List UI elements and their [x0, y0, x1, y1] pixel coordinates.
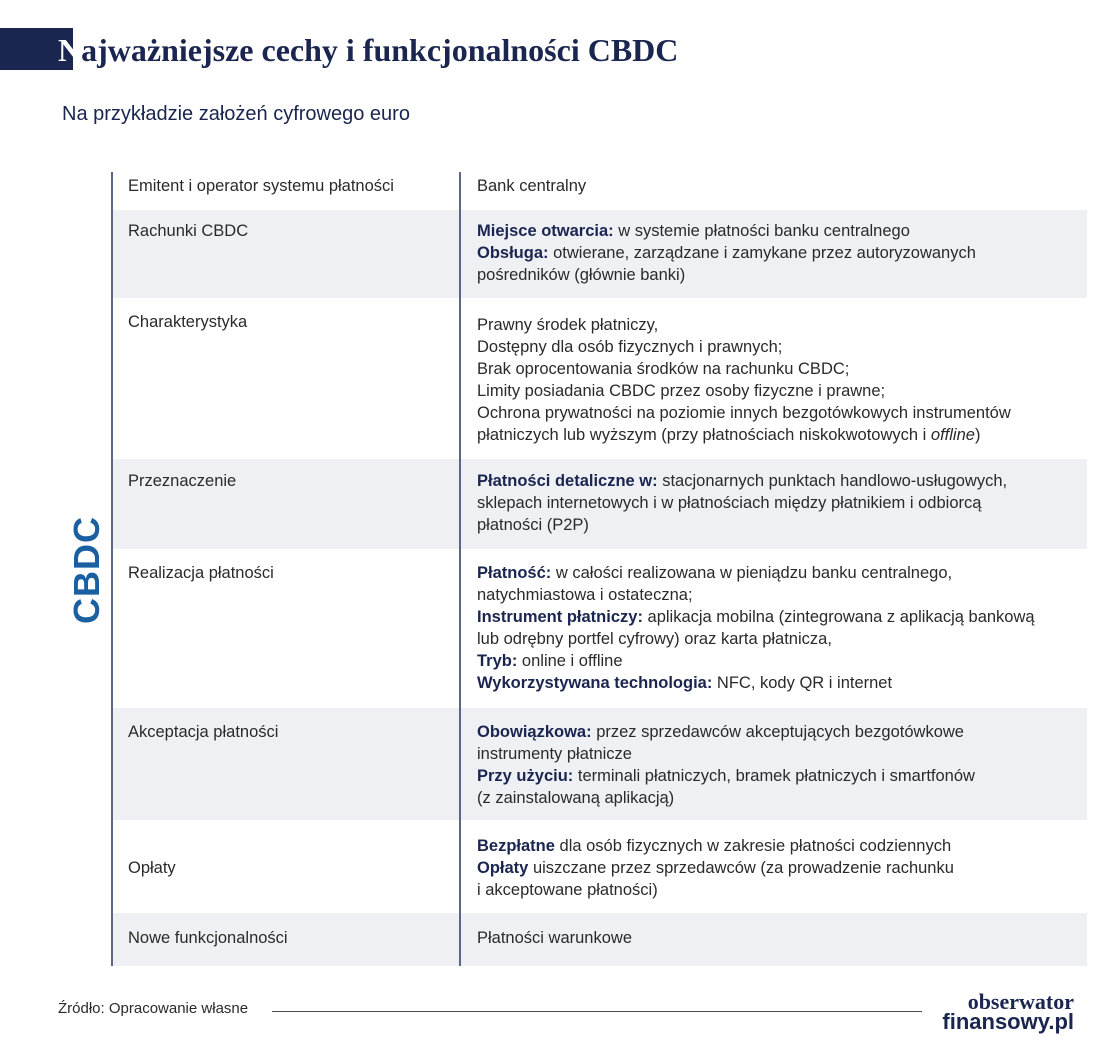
content-line	[477, 264, 1077, 286]
content-label: Obsługa:	[477, 244, 549, 262]
content-line	[477, 514, 1077, 536]
content-line	[477, 628, 1077, 650]
table-column-divider	[459, 172, 461, 966]
content-text: przez sprzedawców akceptujących bezgotówkowe	[591, 723, 964, 741]
content-text: Bank centralny	[477, 177, 587, 195]
content-line	[477, 765, 1077, 787]
table-row	[113, 823, 1087, 910]
content-text: )	[974, 426, 981, 444]
content-text: sklepach internetowych i w płatnościach między płatnikiem i odbiorcą	[477, 494, 982, 512]
row-content	[477, 220, 1077, 286]
content-line	[477, 672, 1077, 694]
content-label: Przy użyciu:	[477, 767, 574, 785]
content-text: Brak oprocentowania środków na rachunku CBDC;	[477, 360, 850, 378]
row-content	[477, 835, 1077, 901]
content-text: online i offline	[517, 652, 623, 670]
content-text: Prawny środek płatniczy,	[477, 316, 659, 334]
row-label: Realizacja płatności	[128, 564, 274, 582]
content-line	[477, 175, 1077, 197]
content-label: Płatność:	[477, 564, 552, 582]
content-text: dla osób fizycznych w zakresie płatności codziennych	[554, 837, 952, 855]
logo-line-2: finansowy.pl	[942, 1009, 1074, 1034]
row-label: Przeznaczenie	[128, 472, 237, 490]
content-line	[477, 879, 1077, 901]
logo-line-1: obserwator	[967, 989, 1074, 1014]
content-label: Opłaty	[477, 859, 529, 877]
row-content	[477, 562, 1077, 694]
row-label: Nowe funkcjonalności	[128, 929, 288, 947]
table-row	[113, 708, 1087, 820]
content-text: natychmiastowa i ostateczna;	[477, 586, 693, 604]
content-text: w systemie płatności banku centralnego	[613, 222, 910, 240]
table-row	[113, 913, 1087, 966]
row-label: Akceptacja płatności	[128, 723, 279, 741]
content-label: Tryb:	[477, 652, 518, 670]
table-row	[113, 210, 1087, 298]
content-text: Dostępny dla osób fizycznych i prawnych;	[477, 338, 783, 356]
content-line	[477, 584, 1077, 606]
content-text: Ochrona prywatności na poziomie innych bezgotówkowych instrumentów	[477, 404, 1011, 422]
content-line	[477, 927, 1077, 949]
content-line	[477, 835, 1077, 857]
table-row	[113, 172, 1087, 207]
source-note: Źródło: Opracowanie własne	[58, 1000, 249, 1017]
content-line	[477, 336, 1077, 358]
content-text: lub odrębny portfel cyfrowy) oraz karta płatnicza,	[477, 630, 832, 648]
content-text: NFC, kody QR i internet	[712, 674, 893, 692]
table-row	[113, 301, 1087, 456]
content-line	[477, 358, 1077, 380]
content-line	[477, 424, 1077, 446]
content-label: Miejsce otwarcia:	[477, 222, 614, 240]
row-label: Rachunki CBDC	[128, 222, 249, 240]
content-text: płatniczych lub wyższym (przy płatnościach niskokwotowych i	[477, 426, 931, 444]
content-text: uiszczane przez sprzedawców (za prowadzenie rachunku	[528, 859, 954, 877]
content-label: Wykorzystywana technologia:	[477, 674, 713, 692]
brand-logo	[934, 989, 1074, 1034]
content-line	[477, 314, 1077, 336]
row-label: Charakterystyka	[128, 313, 248, 331]
content-label: Instrument płatniczy:	[477, 608, 643, 626]
row-content	[477, 721, 1077, 809]
content-label: Obowiązkowa:	[477, 723, 592, 741]
content-line	[477, 606, 1077, 628]
content-line	[477, 220, 1077, 242]
content-text: offline	[930, 426, 975, 444]
content-line	[477, 380, 1077, 402]
side-label-text: CBDC	[66, 516, 107, 624]
content-text: terminali płatniczych, bramek płatniczych i smartfonów	[573, 767, 975, 785]
content-label: Bezpłatne	[477, 837, 555, 855]
content-text: otwierane, zarządzane i zamykane przez autoryzowanych	[548, 244, 976, 262]
table-row	[113, 552, 1087, 705]
content-text: instrumenty płatnicze	[477, 745, 632, 763]
table-left-divider	[111, 172, 113, 966]
content-line	[477, 492, 1077, 514]
row-label: Emitent i operator systemu płatności	[128, 177, 394, 195]
content-line	[477, 857, 1077, 879]
content-line	[477, 650, 1077, 672]
content-text: pośredników (głównie banki)	[477, 266, 686, 284]
content-line	[477, 470, 1077, 492]
row-content	[477, 927, 1077, 949]
row-content	[477, 470, 1077, 536]
content-line	[477, 562, 1077, 584]
content-text: stacjonarnych punktach handlowo-usługowych,	[657, 472, 1008, 490]
side-label	[64, 516, 110, 624]
page-subtitle: Na przykładzie założeń cyfrowego euro	[62, 103, 410, 125]
row-content	[477, 175, 1077, 197]
title-rest: ajważniejsze cechy i funkcjonalności CBDC	[81, 32, 679, 68]
source-divider	[272, 1011, 922, 1012]
content-text: (z zainstalowaną aplikacją)	[477, 789, 675, 807]
title-first-letter: N	[58, 32, 82, 68]
content-text: Limity posiadania CBDC przez osoby fizyczne i prawne;	[477, 382, 886, 400]
content-line	[477, 721, 1077, 743]
content-line	[477, 743, 1077, 765]
content-text: Płatności warunkowe	[477, 929, 632, 947]
content-line	[477, 402, 1077, 424]
row-content	[477, 314, 1077, 446]
page-title	[58, 30, 678, 70]
content-text: płatności (P2P)	[477, 516, 589, 534]
content-line	[477, 787, 1077, 809]
content-text: aplikacja mobilna (zintegrowana z aplikacją bankową	[642, 608, 1035, 626]
content-text: w całości realizowana w pieniądzu banku centralnego,	[551, 564, 953, 582]
content-line	[477, 242, 1077, 264]
content-label: Płatności detaliczne w:	[477, 472, 658, 490]
row-label: Opłaty	[128, 859, 176, 877]
content-text: i akceptowane płatności)	[477, 881, 658, 899]
table-row	[113, 459, 1087, 549]
